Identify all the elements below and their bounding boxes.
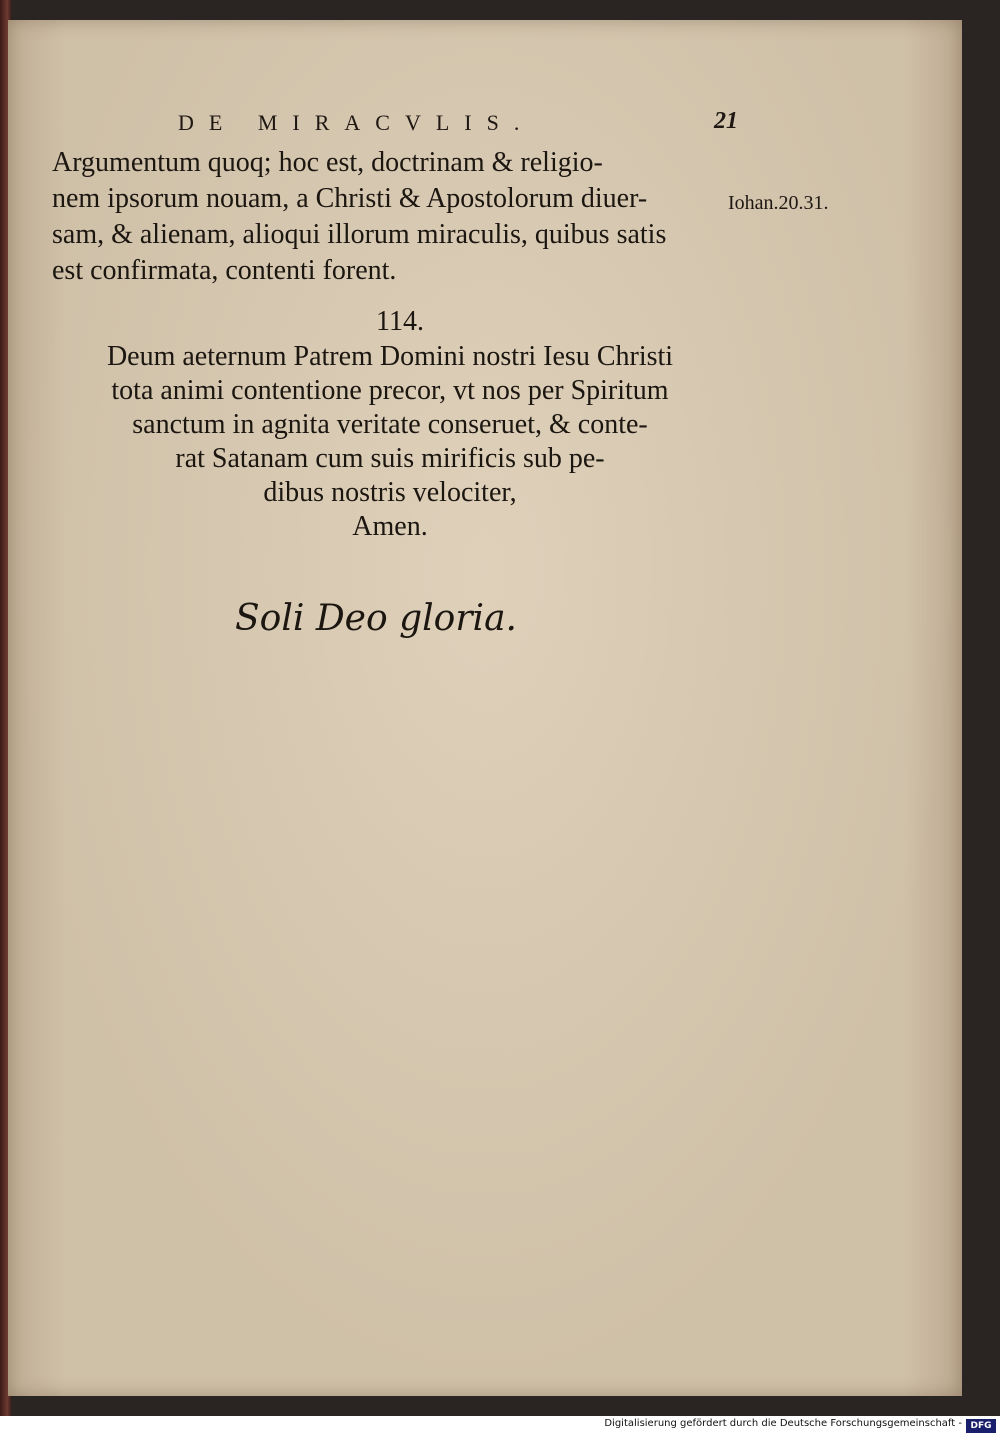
text-line: nem ipsorum nouam, a Christi & Apostolorum diuer- <box>52 183 648 214</box>
text-line: Argumentum quoq; hoc est, doctrinam & religio- <box>52 147 603 178</box>
text-line: sanctum in agnita veritate conseruet, & conte- <box>132 409 648 440</box>
section-number: 114. <box>376 306 424 337</box>
text-line: dibus nostris velociter, <box>263 477 517 508</box>
text-line: est confirmata, contenti forent. <box>52 255 397 286</box>
text-line: tota animi contentione precor, vt nos per Spiritum <box>111 375 669 406</box>
marginal-note: Iohan.20.31. <box>728 192 829 214</box>
page-number: 21 <box>714 108 738 134</box>
running-title: DE MIRACVLIS. <box>178 110 535 135</box>
text-line: rat Satanam cum suis mirificis sub pe- <box>175 443 605 474</box>
text-line: sam, & alienam, alioqui illorum miraculis, quibus satis <box>52 219 667 250</box>
closing-doxology: Soli Deo gloria. <box>235 598 517 639</box>
prayer-paragraph <box>40 340 740 544</box>
footer-bar <box>0 1416 1000 1436</box>
dfg-logo-icon: DFG <box>966 1419 996 1433</box>
text-line: Deum aeternum Patrem Domini nostri Iesu Christi <box>106 341 674 372</box>
page-header <box>178 110 738 140</box>
paragraph <box>52 145 722 289</box>
text-line: Amen. <box>352 511 428 542</box>
funding-notice: Digitalisierung gefördert durch die Deutsche Forschungsgemeinschaft - <box>604 1418 962 1429</box>
